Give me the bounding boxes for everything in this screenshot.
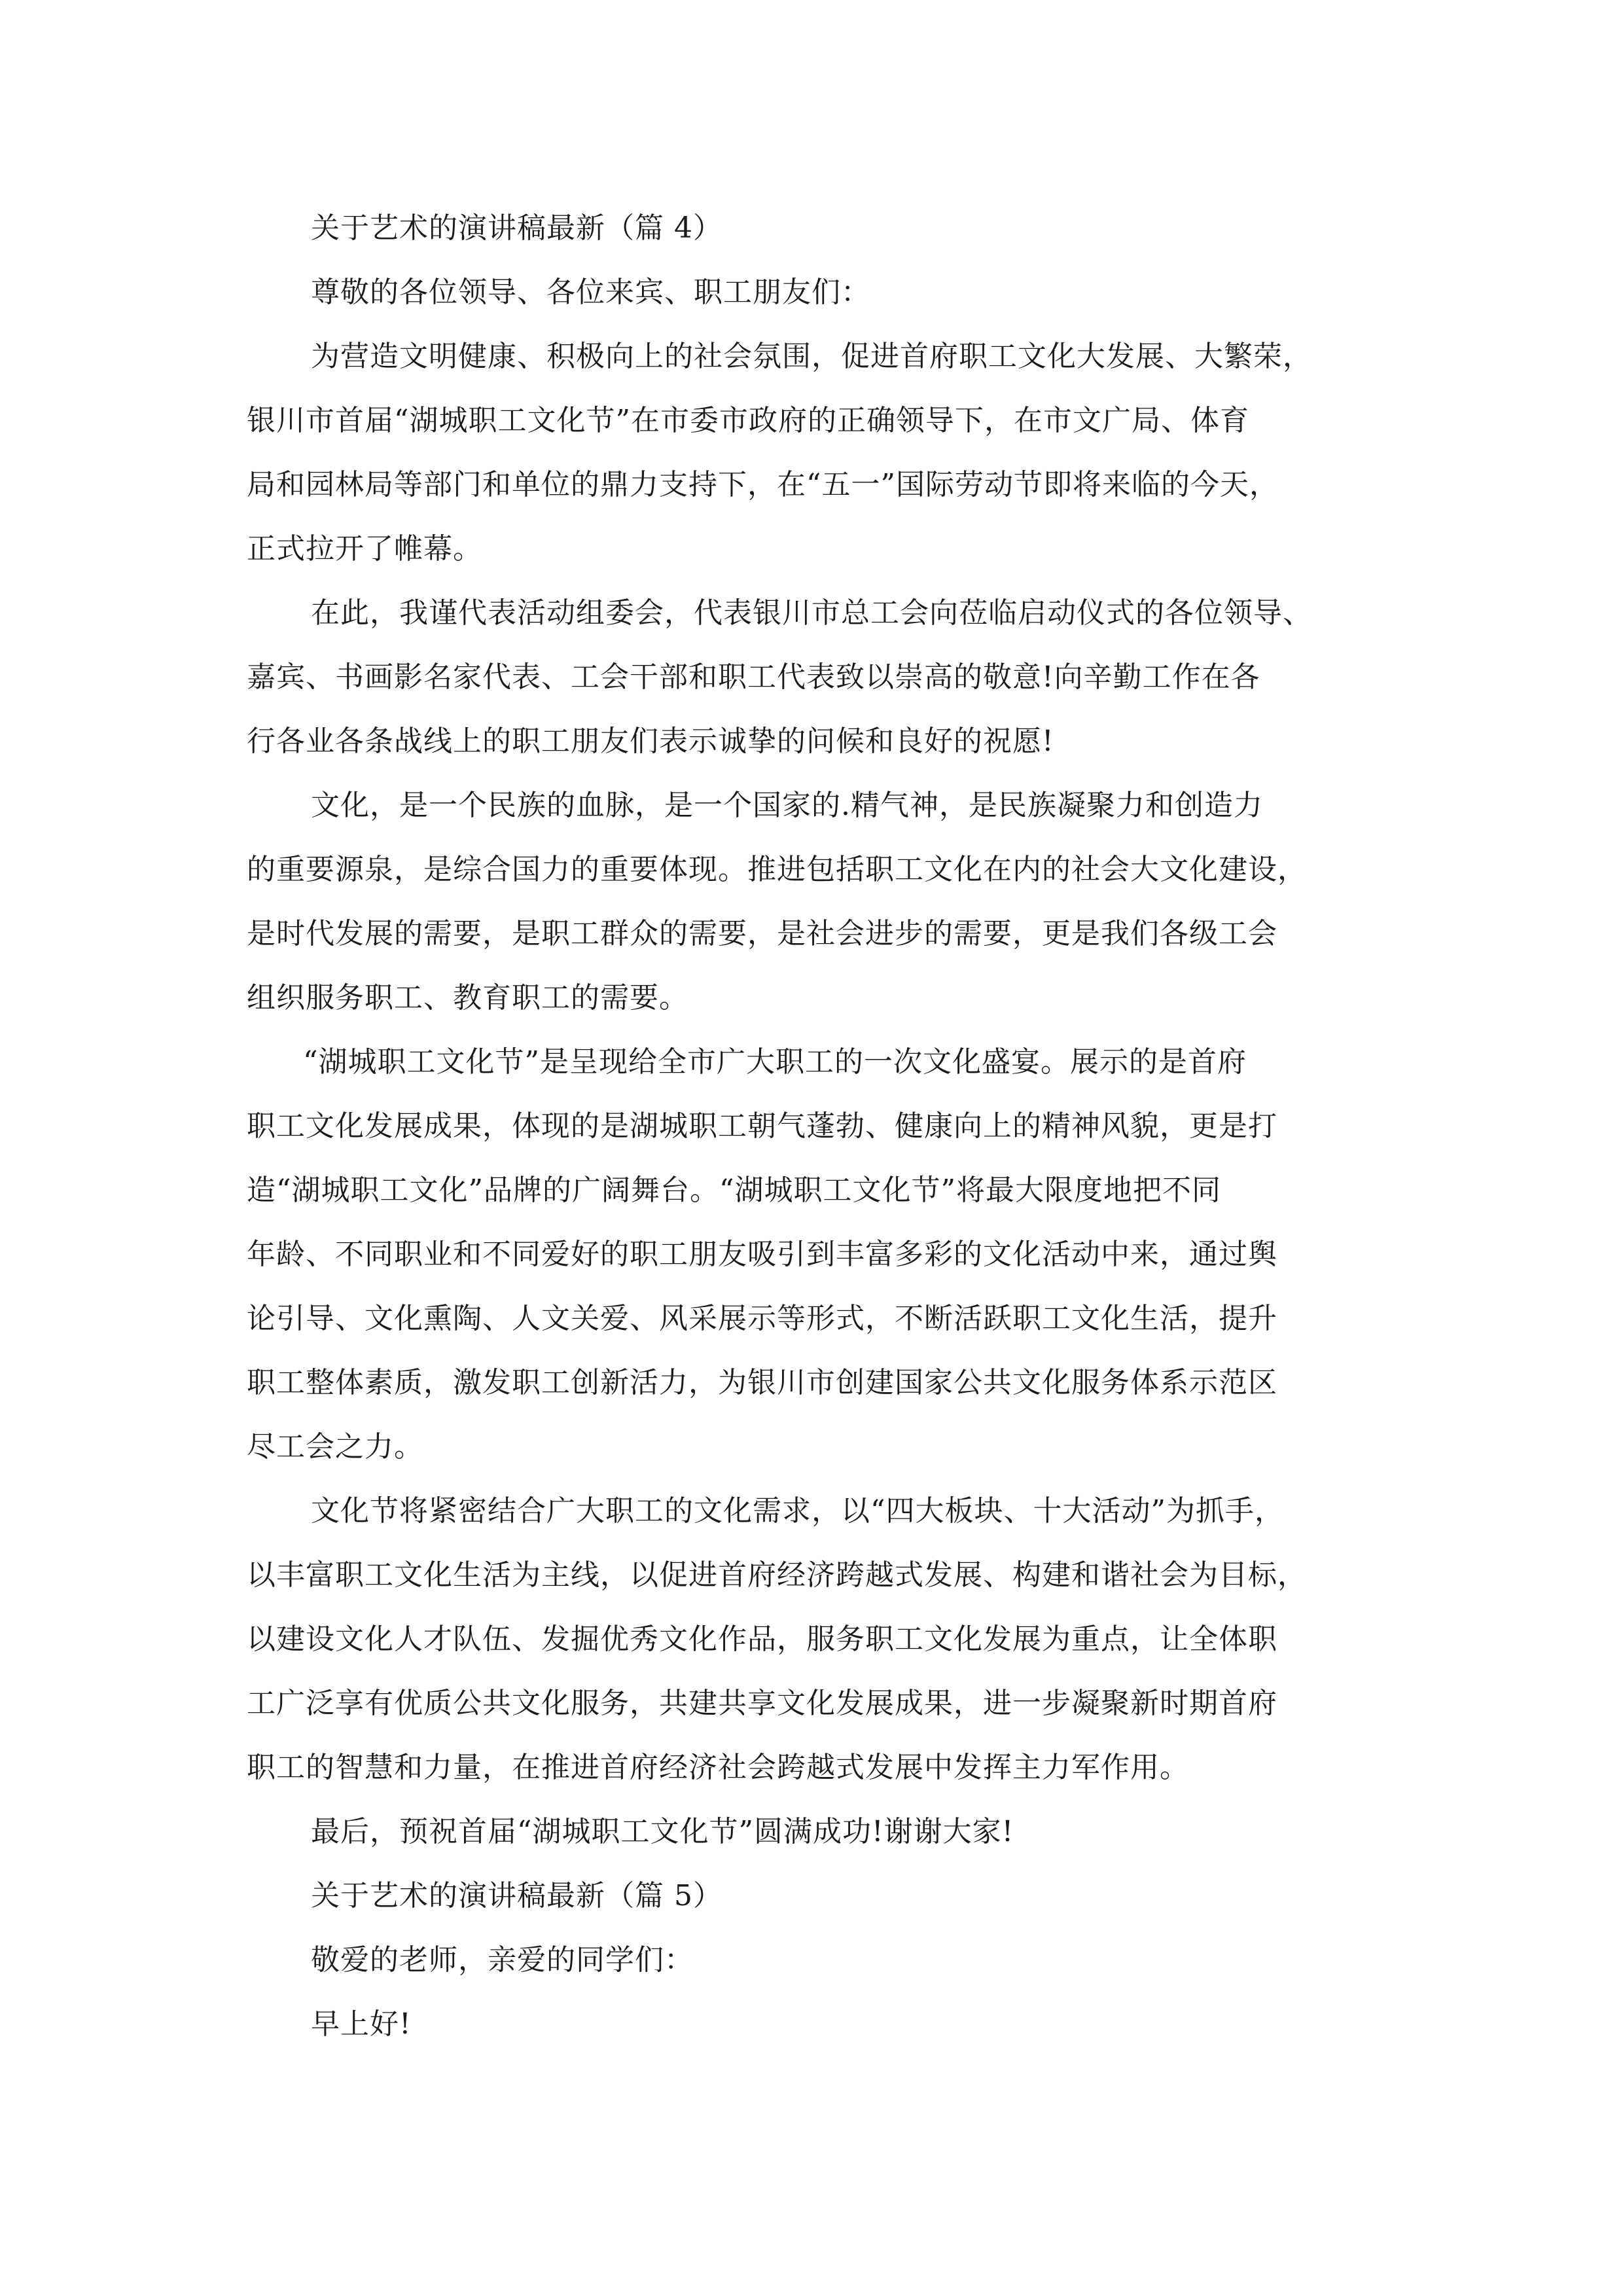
- text-line: 论引导、文化熏陶、人文关爱、风采展示等形式，不断活跃职工文化生活，提升: [247, 1302, 1277, 1335]
- text-line: 敬爱的老师，亲爱的同学们：: [311, 1943, 694, 1977]
- text-line: 为营造文明健康、积极向上的社会氛围，促进首府职工文化大发展、大繁荣，: [311, 340, 1312, 373]
- text-line: 以丰富职工文化生活为主线，以促进首府经济跨越式发展、构建和谐社会为目标，: [247, 1558, 1307, 1592]
- text-line: 银川市首届“湖城职工文化节”在市委市政府的正确领导下，在市文广局、体育: [247, 404, 1249, 437]
- text-line: 尽工会之力。: [247, 1430, 423, 1463]
- text-line: 最后，预祝首届“湖城职工文化节”圆满成功!谢谢大家!: [311, 1815, 1014, 1848]
- text-line: 职工的智慧和力量，在推进首府经济社会跨越式发展中发挥主力军作用。: [247, 1751, 1189, 1784]
- text-line: 以建设文化人才队伍、发掘优秀文化作品，服务职工文化发展为重点，让全体职: [247, 1623, 1277, 1656]
- document-body: [247, 196, 1385, 2056]
- text-line: 嘉宾、书画影名家代表、工会干部和职工代表致以崇高的敬意!向辛勤工作在各: [247, 660, 1260, 694]
- text-line: 工广泛享有优质公共文化服务，共建共享文化发展成果，进一步凝聚新时期首府: [247, 1687, 1277, 1720]
- section-heading: 关于艺术的演讲稿最新（篇 5）: [311, 1879, 722, 1912]
- text-line: 职工文化发展成果，体现的是湖城职工朝气蓬勃、健康向上的精神风貌，更是打: [247, 1109, 1277, 1143]
- text-line: 造“湖城职工文化”品牌的广阔舞台。“湖城职工文化节”将最大限度地把不同: [247, 1174, 1221, 1207]
- text-line: 局和园林局等部门和单位的鼎力支持下，在“五一”国际劳动节即将来临的今天，: [247, 468, 1279, 501]
- text-line: 早上好!: [311, 2007, 412, 2041]
- text-line: “湖城职工文化节”是呈现给全市广大职工的一次文化盛宴。展示的是首府: [303, 1045, 1247, 1079]
- text-line: 正式拉开了帷幕。: [247, 532, 482, 565]
- text-line: 的重要源泉，是综合国力的重要体现。推进包括职工文化在内的社会大文化建设，: [247, 853, 1307, 886]
- text-line: 职工整体素质，激发职工创新活力，为银川市创建国家公共文化服务体系示范区: [247, 1366, 1277, 1399]
- text-line: 尊敬的各位领导、各位来宾、职工朋友们：: [311, 276, 870, 309]
- text-line: 年龄、不同职业和不同爱好的职工朋友吸引到丰富多彩的文化活动中来，通过舆: [247, 1238, 1277, 1271]
- text-line: 文化节将紧密结合广大职工的文化需求，以“四大板块、十大活动”为抓手，: [311, 1494, 1284, 1528]
- text-line: 组织服务职工、教育职工的需要。: [247, 981, 688, 1014]
- text-line: 在此，我谨代表活动组委会，代表银川市总工会向莅临启动仪式的各位领导、: [311, 596, 1312, 630]
- text-line: 文化，是一个民族的血脉，是一个国家的.精气神，是民族凝聚力和创造力: [311, 789, 1263, 822]
- text-line: 是时代发展的需要，是职工群众的需要，是社会进步的需要，更是我们各级工会: [247, 917, 1277, 950]
- section-heading: 关于艺术的演讲稿最新（篇 4）: [311, 211, 722, 245]
- text-line: 行各业各条战线上的职工朋友们表示诚挚的问候和良好的祝愿!: [247, 725, 1054, 758]
